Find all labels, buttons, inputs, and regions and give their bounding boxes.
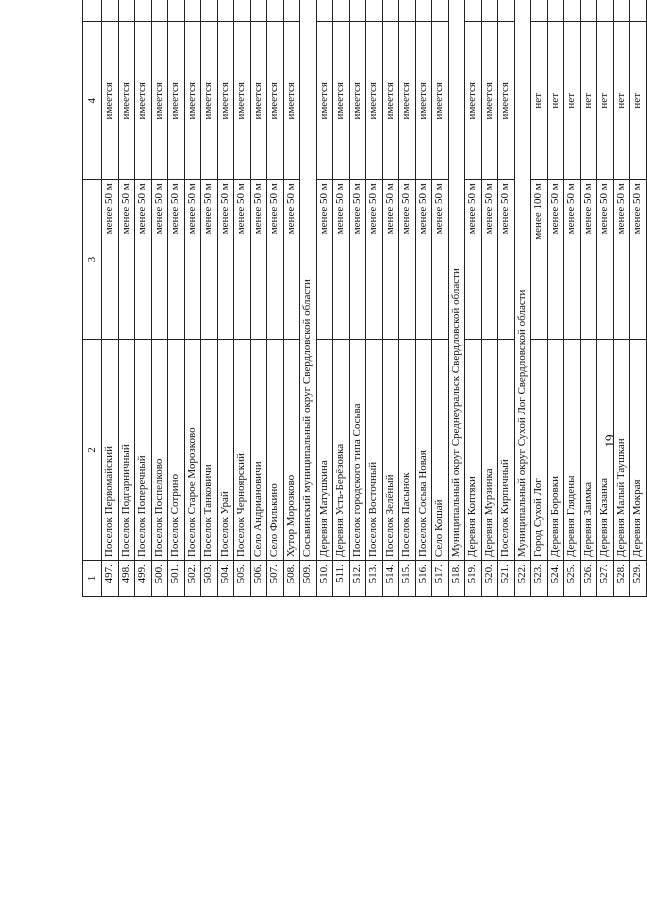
row-number-cell: 515. <box>399 561 416 597</box>
table-row <box>547 0 564 597</box>
distance-cell: менее 50 м <box>217 180 234 339</box>
row-number-cell: 499. <box>135 561 152 597</box>
col5-cell <box>597 0 614 22</box>
distance-cell: менее 50 м <box>135 180 152 339</box>
table-body <box>83 0 647 597</box>
availability-cell: нет <box>597 22 614 180</box>
row-number-cell: 519. <box>465 561 482 597</box>
distance-cell: менее 50 м <box>283 180 300 339</box>
col5-cell <box>349 0 366 22</box>
table-row <box>498 0 515 597</box>
settlement-name-cell: Деревня Боровки <box>547 339 564 560</box>
availability-cell: имеется <box>481 22 498 180</box>
col5-cell <box>250 0 267 22</box>
table-row <box>184 0 201 597</box>
section-title-cell: Муниципальный округ Сухой Лог Свердловской области <box>514 0 531 561</box>
row-number-cell: 512. <box>349 561 366 597</box>
table-row <box>201 0 218 597</box>
col5-cell <box>267 0 284 22</box>
table-row <box>118 0 135 597</box>
header-col-3: 3 <box>83 180 102 339</box>
distance-cell: менее 50 м <box>415 180 432 339</box>
distance-cell: менее 50 м <box>580 180 597 339</box>
availability-cell: имеется <box>498 22 515 180</box>
distance-cell: менее 50 м <box>168 180 185 339</box>
settlement-name-cell: Поселок Танковичи <box>201 339 218 560</box>
distance-cell: менее 50 м <box>498 180 515 339</box>
col5-cell <box>564 0 581 22</box>
availability-cell: имеется <box>316 22 333 180</box>
distance-cell: менее 50 м <box>432 180 449 339</box>
availability-cell: имеется <box>168 22 185 180</box>
col5-cell <box>399 0 416 22</box>
availability-cell: имеется <box>382 22 399 180</box>
col5-cell <box>498 0 515 22</box>
row-number-cell: 509. <box>300 561 317 597</box>
settlement-name-cell: Деревня Матушкина <box>316 339 333 560</box>
row-number-cell: 506. <box>250 561 267 597</box>
settlement-name-cell: Поселок Сосьва Новая <box>415 339 432 560</box>
row-number-cell: 500. <box>151 561 168 597</box>
col5-cell <box>481 0 498 22</box>
settlement-name-cell: Село Кошай <box>432 339 449 560</box>
distance-cell: менее 50 м <box>564 180 581 339</box>
table-row <box>366 0 383 597</box>
row-number-cell: 502. <box>184 561 201 597</box>
settlement-name-cell: Поселок Зелёный <box>382 339 399 560</box>
table-row <box>613 0 630 597</box>
row-number-cell: 497. <box>102 561 119 597</box>
table-row <box>250 0 267 597</box>
row-number-cell: 521. <box>498 561 515 597</box>
availability-cell: имеется <box>432 22 449 180</box>
availability-cell: имеется <box>151 22 168 180</box>
row-number-cell: 503. <box>201 561 218 597</box>
distance-cell: менее 50 м <box>547 180 564 339</box>
section-row <box>448 0 465 597</box>
availability-cell: имеется <box>415 22 432 180</box>
header-row <box>83 0 102 597</box>
col5-cell <box>118 0 135 22</box>
col5-cell <box>184 0 201 22</box>
availability-cell: имеется <box>465 22 482 180</box>
table-row <box>283 0 300 597</box>
availability-cell: имеется <box>333 22 350 180</box>
settlement-name-cell: Поселок Восточный <box>366 339 383 560</box>
row-number-cell: 514. <box>382 561 399 597</box>
settlement-name-cell: Поселок Поперечный <box>135 339 152 560</box>
table-row <box>481 0 498 597</box>
table-row <box>432 0 449 597</box>
col5-cell <box>415 0 432 22</box>
row-number-cell: 529. <box>630 561 647 597</box>
settlement-name-cell: Поселок Урай <box>217 339 234 560</box>
table-row <box>316 0 333 597</box>
table-row <box>217 0 234 597</box>
availability-cell: имеется <box>399 22 416 180</box>
row-number-cell: 505. <box>234 561 251 597</box>
distance-cell: менее 50 м <box>234 180 251 339</box>
col5-cell <box>102 0 119 22</box>
availability-cell: нет <box>531 22 548 180</box>
distance-cell: менее 50 м <box>382 180 399 339</box>
distance-cell: менее 50 м <box>597 180 614 339</box>
section-title-cell: Муниципальный округ Среднеуральск Свердловской области <box>448 0 465 561</box>
row-number-cell: 516. <box>415 561 432 597</box>
table-row <box>399 0 416 597</box>
col5-cell <box>168 0 185 22</box>
row-number-cell: 522. <box>514 561 531 597</box>
table-row <box>531 0 548 597</box>
settlement-name-cell: Деревня Усть-Берёзовка <box>333 339 350 560</box>
row-number-cell: 511. <box>333 561 350 597</box>
col5-cell <box>531 0 548 22</box>
col5-cell <box>217 0 234 22</box>
table-row <box>630 0 647 597</box>
distance-cell: менее 50 м <box>613 180 630 339</box>
settlement-name-cell: Город Сухой Лог <box>531 339 548 560</box>
row-number-cell: 501. <box>168 561 185 597</box>
header-col-1: 1 <box>83 561 102 597</box>
row-number-cell: 527. <box>597 561 614 597</box>
settlement-name-cell: Село Андриановичи <box>250 339 267 560</box>
table-row <box>151 0 168 597</box>
row-number-cell: 513. <box>366 561 383 597</box>
col5-cell <box>201 0 218 22</box>
row-number-cell: 510. <box>316 561 333 597</box>
distance-cell: менее 50 м <box>102 180 119 339</box>
table-row <box>267 0 284 597</box>
rotated-table-frame <box>82 63 644 850</box>
availability-cell: имеется <box>250 22 267 180</box>
distance-cell: менее 50 м <box>118 180 135 339</box>
col5-cell <box>366 0 383 22</box>
availability-cell: имеется <box>366 22 383 180</box>
distance-cell: менее 50 м <box>630 180 647 339</box>
settlement-name-cell: Село Филькино <box>267 339 284 560</box>
table-row <box>135 0 152 597</box>
distance-cell: менее 50 м <box>333 180 350 339</box>
settlement-name-cell: Поселок Пасынок <box>399 339 416 560</box>
settlement-name-cell: Поселок Подгарничный <box>118 339 135 560</box>
table-row <box>102 0 119 597</box>
availability-cell: нет <box>630 22 647 180</box>
settlement-name-cell: Поселок Старое Морозково <box>184 339 201 560</box>
settlements-table <box>82 0 647 597</box>
settlement-name-cell: Деревня Мокрая <box>630 339 647 560</box>
distance-cell: менее 50 м <box>250 180 267 339</box>
row-number-cell: 528. <box>613 561 630 597</box>
table-row <box>168 0 185 597</box>
row-number-cell: 517. <box>432 561 449 597</box>
table-row <box>349 0 366 597</box>
availability-cell: имеется <box>201 22 218 180</box>
col5-cell <box>316 0 333 22</box>
row-number-cell: 524. <box>547 561 564 597</box>
availability-cell: имеется <box>217 22 234 180</box>
availability-cell: нет <box>564 22 581 180</box>
row-number-cell: 520. <box>481 561 498 597</box>
settlement-name-cell: Деревня Казанка <box>597 339 614 560</box>
col5-cell <box>283 0 300 22</box>
section-title-cell: Сосьвинский муниципальный округ Свердловской области <box>300 0 317 561</box>
table-row <box>580 0 597 597</box>
distance-cell: менее 50 м <box>184 180 201 339</box>
row-number-cell: 507. <box>267 561 284 597</box>
availability-cell: нет <box>547 22 564 180</box>
settlement-name-cell: Деревня Малый Таушкан <box>613 339 630 560</box>
table-row <box>597 0 614 597</box>
col5-cell <box>151 0 168 22</box>
settlement-name-cell: Поселок Сотрино <box>168 339 185 560</box>
page-number: 19 <box>602 434 617 448</box>
table-row <box>382 0 399 597</box>
distance-cell: менее 50 м <box>481 180 498 339</box>
col5-cell <box>382 0 399 22</box>
header-col-4: 4 <box>83 22 102 180</box>
settlement-name-cell: Деревня Глядены <box>564 339 581 560</box>
availability-cell: имеется <box>283 22 300 180</box>
settlement-name-cell: Поселок городского типа Сосьва <box>349 339 366 560</box>
distance-cell: менее 100 м <box>531 180 548 339</box>
table-row <box>415 0 432 597</box>
settlement-name-cell: Деревня Мурзинка <box>481 339 498 560</box>
row-number-cell: 526. <box>580 561 597 597</box>
distance-cell: менее 50 м <box>267 180 284 339</box>
col5-cell <box>234 0 251 22</box>
table-row <box>333 0 350 597</box>
header-col-5 <box>83 0 102 22</box>
distance-cell: менее 50 м <box>399 180 416 339</box>
row-number-cell: 508. <box>283 561 300 597</box>
availability-cell: имеется <box>102 22 119 180</box>
distance-cell: менее 50 м <box>465 180 482 339</box>
distance-cell: менее 50 м <box>201 180 218 339</box>
table-row <box>234 0 251 597</box>
availability-cell: нет <box>613 22 630 180</box>
row-number-cell: 504. <box>217 561 234 597</box>
settlement-name-cell: Поселок Кирпичный <box>498 339 515 560</box>
row-number-cell: 498. <box>118 561 135 597</box>
distance-cell: менее 50 м <box>316 180 333 339</box>
col5-cell <box>630 0 647 22</box>
availability-cell: имеется <box>234 22 251 180</box>
settlement-name-cell: Поселок Поспелково <box>151 339 168 560</box>
table-row <box>465 0 482 597</box>
availability-cell: имеется <box>184 22 201 180</box>
row-number-cell: 518. <box>448 561 465 597</box>
table-row <box>564 0 581 597</box>
availability-cell: имеется <box>135 22 152 180</box>
col5-cell <box>613 0 630 22</box>
col5-cell <box>580 0 597 22</box>
settlement-name-cell: Деревня Коптяки <box>465 339 482 560</box>
settlement-name-cell: Деревня Заимка <box>580 339 597 560</box>
settlement-name-cell: Хутор Морозково <box>283 339 300 560</box>
section-row <box>300 0 317 597</box>
section-row <box>514 0 531 597</box>
col5-cell <box>135 0 152 22</box>
availability-cell: имеется <box>118 22 135 180</box>
row-number-cell: 523. <box>531 561 548 597</box>
col5-cell <box>333 0 350 22</box>
availability-cell: нет <box>580 22 597 180</box>
settlement-name-cell: Поселок Первомайский <box>102 339 119 560</box>
col5-cell <box>547 0 564 22</box>
row-number-cell: 525. <box>564 561 581 597</box>
col5-cell <box>465 0 482 22</box>
distance-cell: менее 50 м <box>366 180 383 339</box>
settlement-name-cell: Поселок Черноярский <box>234 339 251 560</box>
distance-cell: менее 50 м <box>151 180 168 339</box>
header-col-2: 2 <box>83 339 102 560</box>
availability-cell: имеется <box>349 22 366 180</box>
distance-cell: менее 50 м <box>349 180 366 339</box>
col5-cell <box>432 0 449 22</box>
availability-cell: имеется <box>267 22 284 180</box>
